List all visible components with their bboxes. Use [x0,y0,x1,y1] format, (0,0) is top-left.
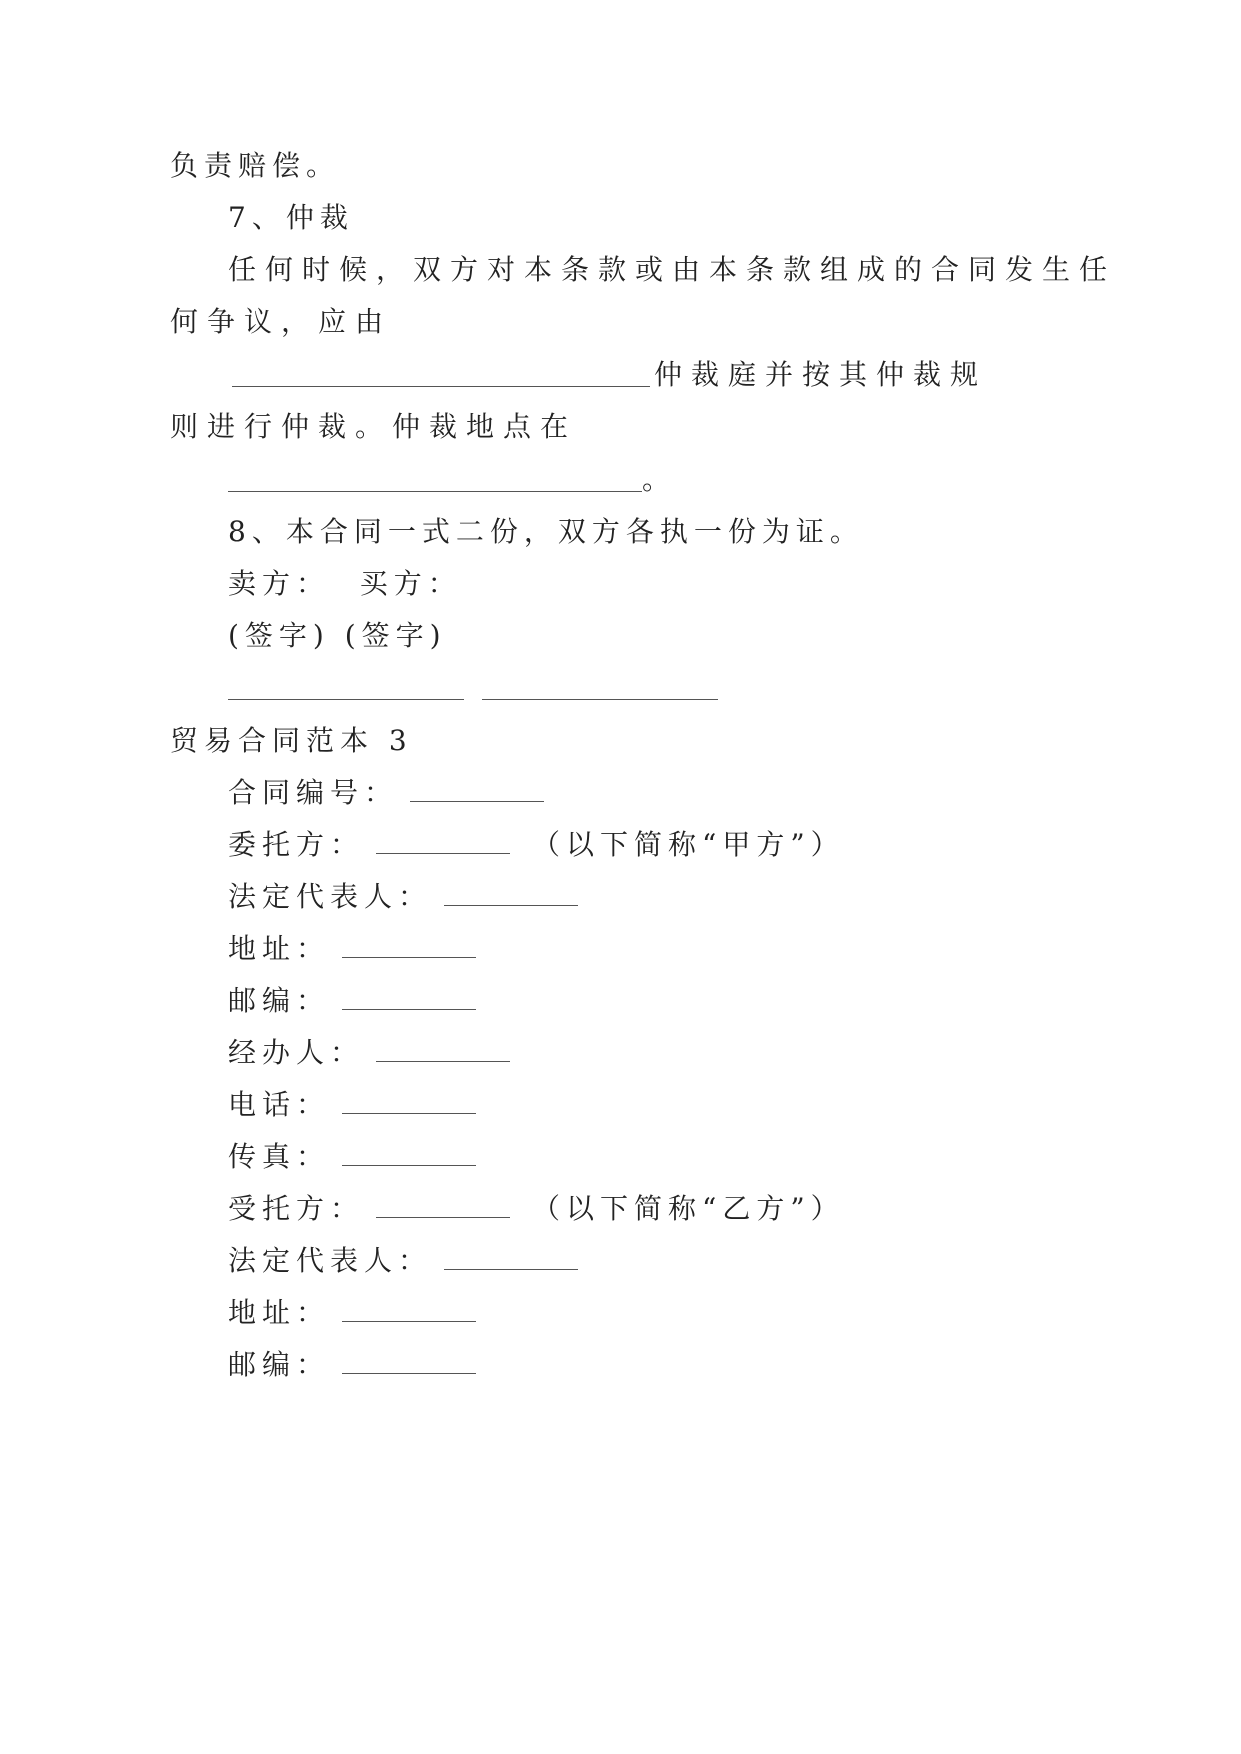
field-client [228,825,845,865]
clause7-text-line2: 何争议，应由 [170,305,393,338]
field-label: 地址： [228,1296,331,1329]
buyer-signature-blank [482,698,718,700]
arbitration-institution-blank [232,385,650,387]
field-label: 受托方： [228,1192,365,1225]
field-blank [410,775,544,802]
clause7-heading: 7、仲裁 [228,201,354,234]
field-blank [342,983,476,1010]
field-blank [342,1347,476,1374]
signature-labels: (签字) (签字) [228,619,447,652]
field-label: 地址： [228,932,331,965]
seller-signature-blank [228,698,464,700]
field-blank [376,827,510,854]
field-blank [444,879,578,906]
clause7-blank2-suffix: 。 [642,463,677,496]
seller-buyer-labels: 卖方： 买方： [228,567,462,600]
field-label: 电话： [228,1088,331,1121]
clause7-text-line3: 则进行仲裁。仲裁地点在 [170,410,578,443]
field-blank [342,931,476,958]
field-contract-number [228,773,544,813]
field-label: 合同编号： [228,776,399,809]
field-label: 邮编： [228,984,331,1017]
section-title: 贸易合同范本 3 [170,724,413,757]
clause7-text-line1: 任何时候，双方对本条款或由本条款组成的合同发生任 [228,253,1117,286]
clause7-blank1-suffix: 仲裁庭并按其仲裁规 [654,358,988,391]
field-suffix: （以下简称“乙方”） [532,1192,845,1225]
field-address-b [228,1293,476,1333]
field-label: 法定代表人： [228,880,433,913]
field-blank [444,1243,578,1270]
field-blank [342,1087,476,1114]
clause8-text: 8、本合同一式二份，双方各执一份为证。 [228,515,864,548]
field-address-a [228,929,476,969]
field-suffix: （以下简称“甲方”） [532,828,845,861]
field-postcode-a [228,981,476,1021]
field-blank [376,1191,510,1218]
continuation-text: 负责赔偿。 [170,149,341,182]
field-postcode-b [228,1345,476,1385]
field-phone [228,1085,476,1125]
field-blank [376,1035,510,1062]
field-legal-rep-a [228,877,578,917]
field-label: 经办人： [228,1036,365,1069]
arbitration-location-blank [228,490,642,492]
field-handler [228,1033,510,1073]
field-legal-rep-b [228,1241,578,1281]
field-label: 法定代表人： [228,1244,433,1277]
field-blank [342,1295,476,1322]
field-fax [228,1137,476,1177]
field-label: 邮编： [228,1348,331,1381]
field-label: 传真： [228,1140,331,1173]
field-blank [342,1139,476,1166]
field-label: 委托方： [228,828,365,861]
field-trustee [228,1189,845,1229]
